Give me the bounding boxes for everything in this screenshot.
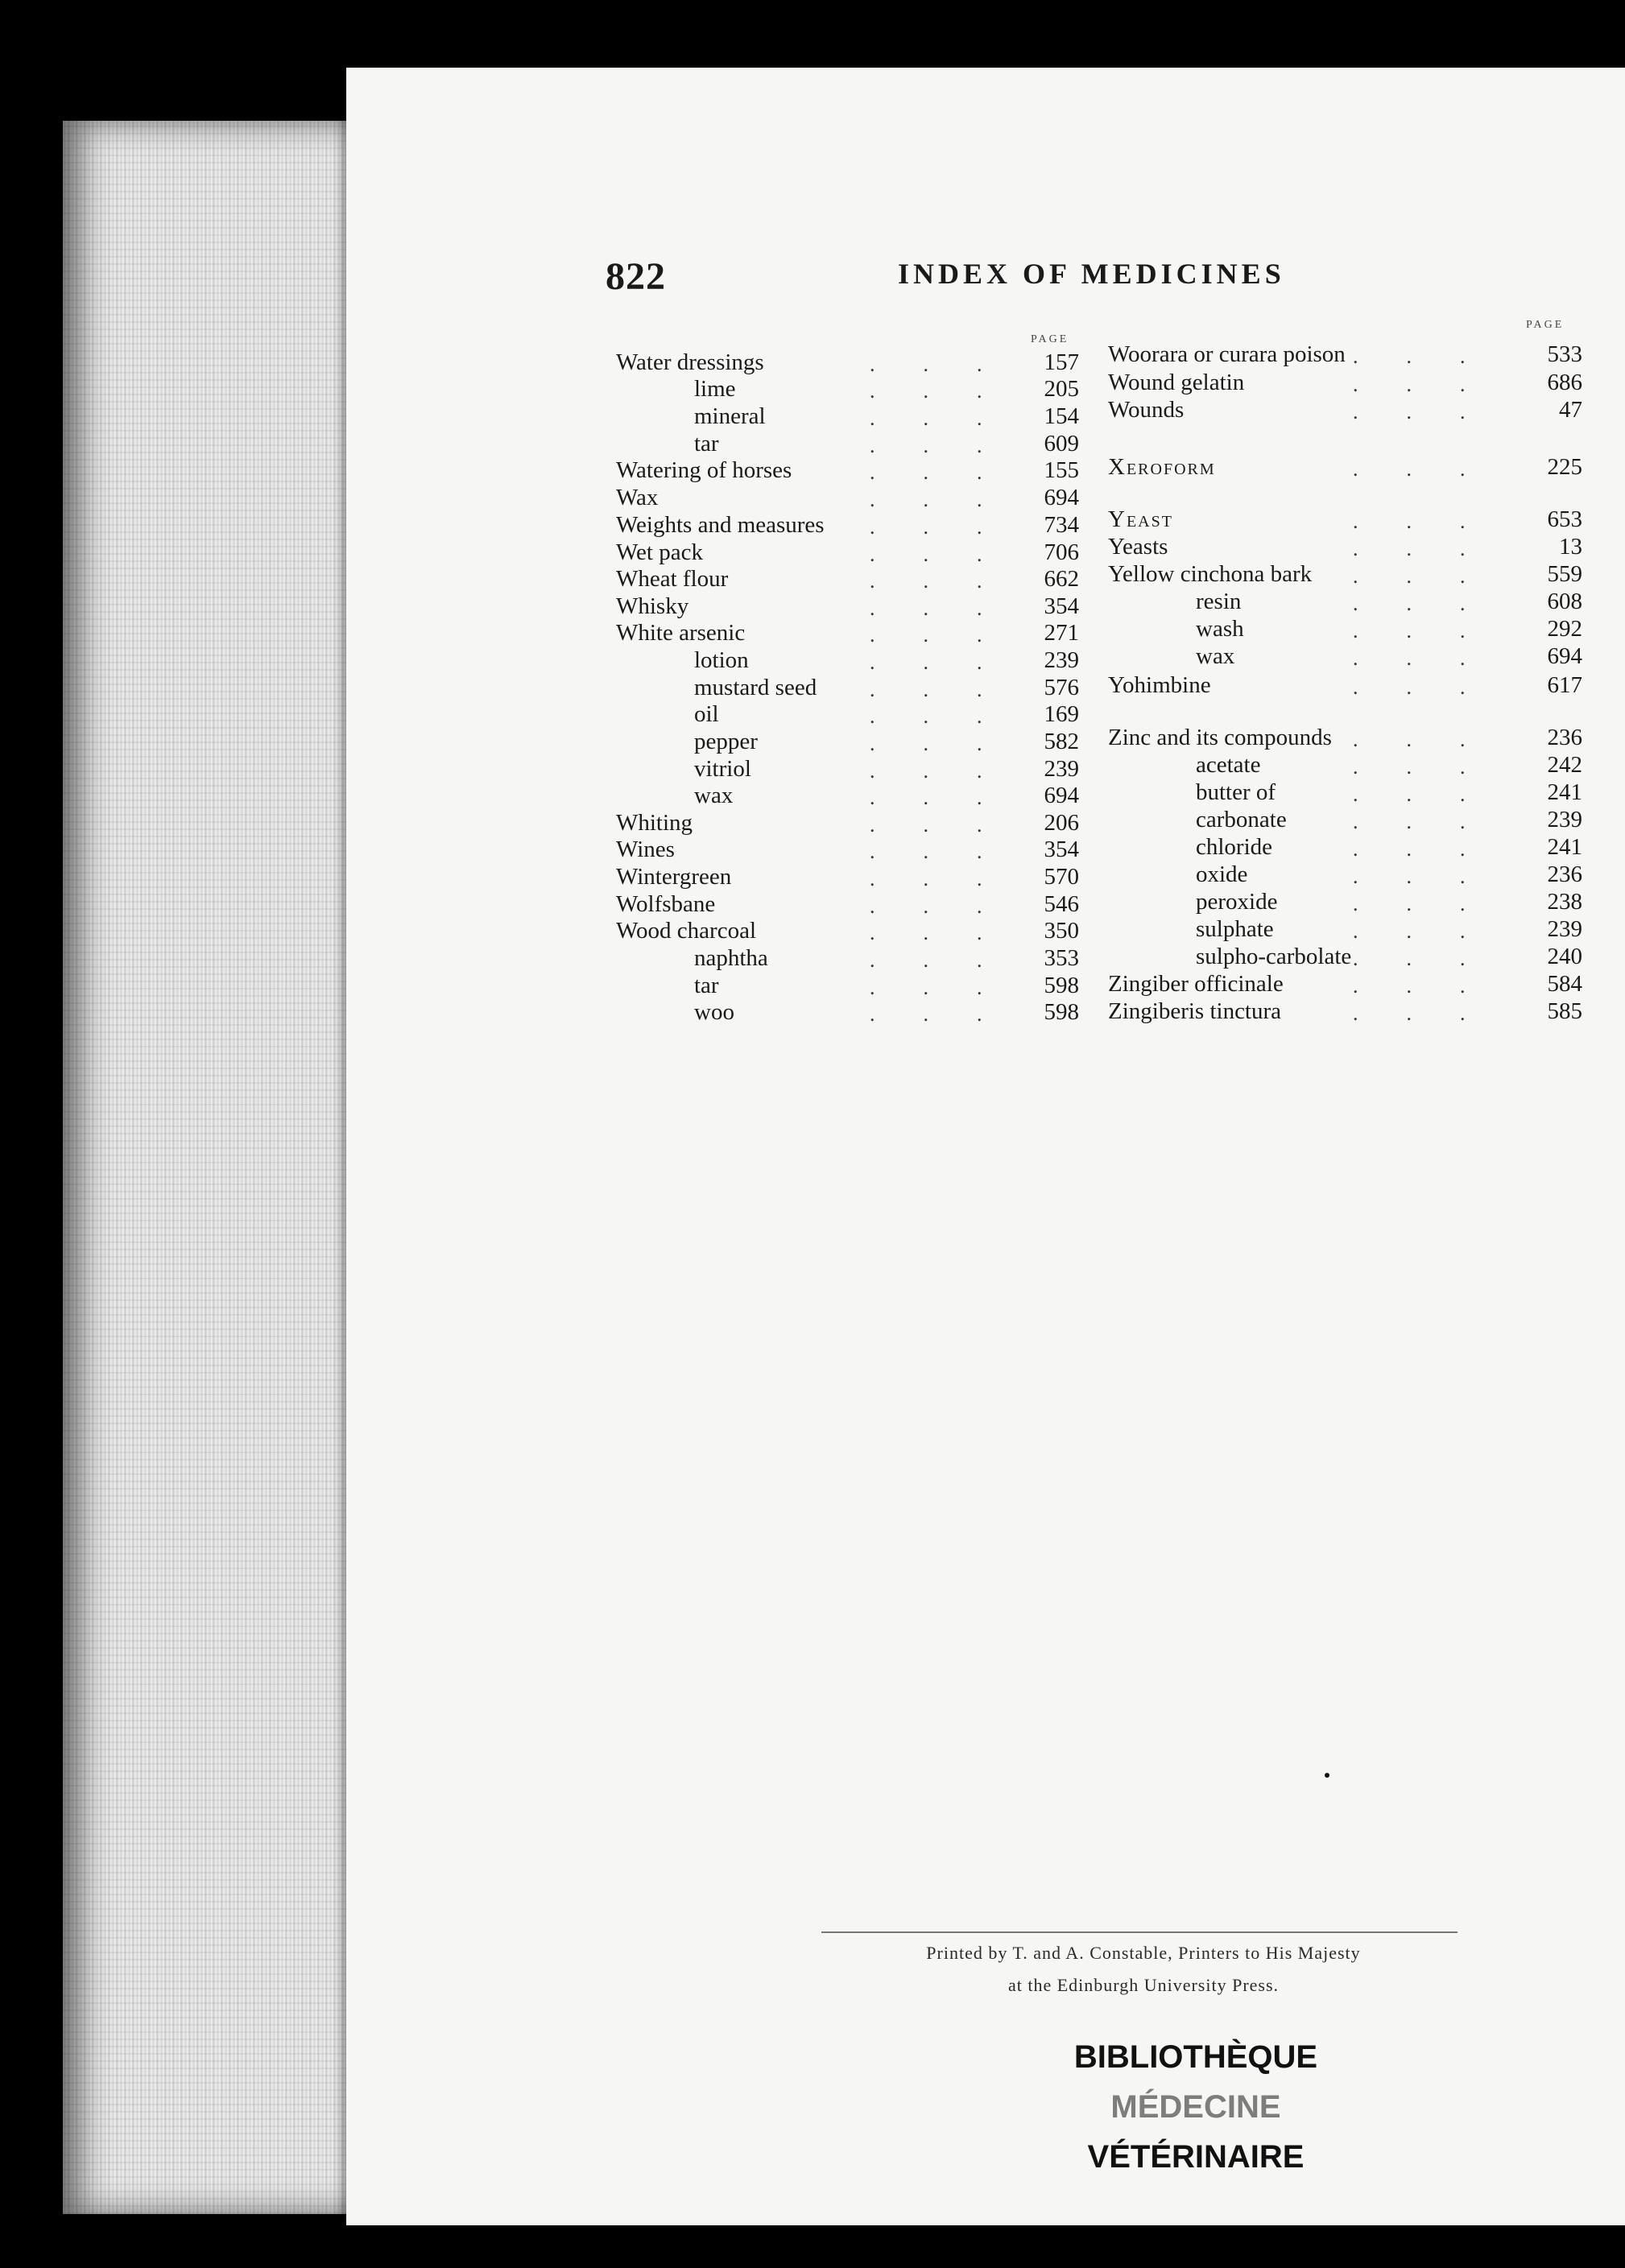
index-entry-name: Wood charcoal <box>616 918 756 944</box>
index-entry-page: 239 <box>1547 807 1582 832</box>
dot-leader: ... <box>1353 619 1514 642</box>
dot-leader: ... <box>1353 892 1514 915</box>
right-column-page-heading: PAGE <box>1526 319 1565 331</box>
dot-leader: ... <box>870 651 1031 674</box>
index-entry-name: Yohimbine <box>1108 672 1211 698</box>
index-entry-page: 157 <box>1044 349 1079 375</box>
index-entry-page: 598 <box>1044 973 1079 998</box>
index-entry-name: mustard seed <box>694 675 817 700</box>
dot-leader: ... <box>870 867 1031 890</box>
index-entry-name: Wax <box>616 485 659 510</box>
index-entry-page: 686 <box>1547 370 1582 395</box>
index-entry-name: sulphate <box>1196 916 1274 942</box>
stamp-line-1: BIBLIOTHÈQUE <box>1073 2039 1318 2075</box>
dot-leader: ... <box>870 353 1031 376</box>
index-entry-page: 13 <box>1559 534 1582 560</box>
index-entry-name: vitriol <box>694 756 751 782</box>
dot-leader: ... <box>870 461 1031 484</box>
index-entry-name: acetate <box>1196 752 1261 778</box>
dot-leader: ... <box>870 543 1031 566</box>
index-entry-page: 354 <box>1044 593 1079 619</box>
index-entry-name: naphtha <box>694 945 768 971</box>
index-entry-name: Zinc and its compounds <box>1108 725 1332 750</box>
index-entry-name: Water dressings <box>616 349 764 375</box>
index-entry-name: Wounds <box>1108 397 1185 423</box>
dot-leader: ... <box>1353 810 1514 833</box>
index-entry-name: oil <box>694 701 719 727</box>
dot-leader: ... <box>870 434 1031 457</box>
index-entry-page: 236 <box>1547 861 1582 887</box>
index-entry-page: 350 <box>1044 918 1079 944</box>
dot-leader: ... <box>870 569 1031 593</box>
index-entry-page: 239 <box>1044 647 1079 673</box>
index-entry-name: mineral <box>694 403 766 429</box>
index-entry-page: 585 <box>1547 998 1582 1024</box>
index-entry-name: resin <box>1196 589 1242 614</box>
dot-leader: ... <box>1353 837 1514 861</box>
index-entry-name: Wet pack <box>616 539 703 565</box>
dot-leader: ... <box>1353 783 1514 806</box>
dot-leader: ... <box>870 515 1031 539</box>
index-entry-page: 155 <box>1044 457 1079 483</box>
index-entry-page: 225 <box>1547 454 1582 480</box>
index-entry-page: 240 <box>1547 944 1582 969</box>
printer-imprint <box>829 1937 1458 2002</box>
ink-speck <box>1325 1773 1329 1778</box>
index-entry-page: 354 <box>1044 837 1079 862</box>
index-entry-name: lotion <box>694 647 749 673</box>
dot-leader: ... <box>870 813 1031 837</box>
index-entry-page: 353 <box>1044 945 1079 971</box>
index-entry-name: Watering of horses <box>616 457 792 483</box>
dot-leader: ... <box>870 678 1031 701</box>
index-entry-name: carbonate <box>1196 807 1287 832</box>
dot-leader: ... <box>1353 1002 1514 1025</box>
index-entry-page: 236 <box>1547 725 1582 750</box>
index-entry-page: 570 <box>1044 864 1079 890</box>
index-entry-name: wax <box>1196 643 1235 669</box>
dot-leader: ... <box>870 732 1031 755</box>
dot-leader: ... <box>1353 974 1514 998</box>
index-entry-name: Wheat flour <box>616 566 729 592</box>
index-entry-name: Wintergreen <box>616 864 732 890</box>
index-entry-page: 242 <box>1547 752 1582 778</box>
footer-rule <box>821 1931 1458 1933</box>
index-entry-name: Yeasts <box>1108 534 1168 560</box>
index-entry-page: 694 <box>1547 643 1582 669</box>
index-entry-page: 734 <box>1044 512 1079 538</box>
stamp-line-2: MÉDECINE <box>1110 2089 1281 2125</box>
index-entry-name: Weights and measures <box>616 512 825 538</box>
printer-line-2: at the Edinburgh University Press. <box>1007 1975 1280 1995</box>
dot-leader: ... <box>870 597 1031 620</box>
dot-leader: ... <box>1353 510 1514 533</box>
index-entry-page: 576 <box>1044 675 1079 700</box>
dot-leader: ... <box>1353 647 1514 670</box>
dot-leader: ... <box>870 379 1031 403</box>
dot-leader: ... <box>870 921 1031 944</box>
dot-leader: ... <box>1353 728 1514 751</box>
dot-leader: ... <box>870 759 1031 783</box>
index-entry-page: 598 <box>1044 999 1079 1025</box>
index-entry-name: tar <box>694 431 719 456</box>
index-entry-name: Woorara or curara poison <box>1108 341 1346 367</box>
dot-leader: ... <box>870 407 1031 430</box>
index-entry-name: oxide <box>1196 861 1248 887</box>
index-entry-name: butter of <box>1196 779 1276 805</box>
index-entry-name: Wines <box>616 837 675 862</box>
index-entry-page: 47 <box>1559 397 1582 423</box>
dot-leader: ... <box>1353 564 1514 588</box>
dot-leader: ... <box>1353 537 1514 560</box>
index-entry-page: 694 <box>1044 485 1079 510</box>
dot-leader: ... <box>1353 919 1514 943</box>
library-stamp <box>1051 2032 1341 2182</box>
book-page-edges <box>63 121 385 2214</box>
dot-leader: ... <box>870 786 1031 809</box>
index-entry-page: 206 <box>1044 810 1079 836</box>
dot-leader: ... <box>1353 592 1514 615</box>
page-number: 822 <box>606 255 666 298</box>
index-entry-page: 546 <box>1044 891 1079 917</box>
index-entry-page: 609 <box>1044 431 1079 456</box>
index-entry-name: wash <box>1196 616 1244 642</box>
dot-leader: ... <box>1353 373 1514 396</box>
index-entry-name: Whisky <box>616 593 689 619</box>
index-entry-name: Zingiber officinale <box>1108 971 1284 997</box>
index-entry-page: 584 <box>1547 971 1582 997</box>
dot-leader: ... <box>870 488 1031 511</box>
index-entry-page: 533 <box>1547 341 1582 367</box>
dot-leader: ... <box>870 948 1031 972</box>
dot-leader: ... <box>870 623 1031 647</box>
index-entry-name: tar <box>694 973 719 998</box>
dot-leader: ... <box>1353 457 1514 481</box>
printer-line-1: Printed by T. and A. Constable, Printers to His Majesty <box>926 1943 1361 1963</box>
index-entry-page: 239 <box>1044 756 1079 782</box>
index-entry-page: 559 <box>1547 561 1582 587</box>
left-column-page-heading: PAGE <box>1031 333 1069 345</box>
dot-leader: ... <box>870 1002 1031 1026</box>
index-entry-page: 617 <box>1547 672 1582 698</box>
index-entry-name: Xeroform <box>1108 454 1216 480</box>
index-entry-name: Yeast <box>1108 506 1173 532</box>
index-entry-page: 241 <box>1547 779 1582 805</box>
dot-leader: ... <box>870 976 1031 999</box>
index-entry-name: Yellow cinchona bark <box>1108 561 1313 587</box>
index-entry-name: sulpho-carbolate <box>1196 944 1352 969</box>
dot-leader: ... <box>870 840 1031 863</box>
index-entry-name: Whiting <box>616 810 693 836</box>
index-entry-page: 169 <box>1044 701 1079 727</box>
index-entry-page: 608 <box>1547 589 1582 614</box>
index-entry-page: 241 <box>1547 834 1582 860</box>
index-entry-name: Wound gelatin <box>1108 370 1245 395</box>
index-entry-page: 205 <box>1044 376 1079 402</box>
index-entry-page: 582 <box>1044 729 1079 754</box>
index-entry-page: 694 <box>1044 783 1079 808</box>
book-page <box>346 68 1625 2225</box>
index-entry-name: chloride <box>1196 834 1273 860</box>
index-entry-name: pepper <box>694 729 758 754</box>
index-entry-page: 271 <box>1044 620 1079 646</box>
page-title: INDEX OF MEDICINES <box>898 258 1285 290</box>
stamp-line-3: VÉTÉRINAIRE <box>1087 2139 1305 2175</box>
index-entry-name: lime <box>694 376 736 402</box>
index-entry-name: Zingiberis tinctura <box>1108 998 1282 1024</box>
dot-leader: ... <box>1353 947 1514 970</box>
index-entry-page: 238 <box>1547 889 1582 915</box>
dot-leader: ... <box>1353 865 1514 888</box>
index-entry-page: 662 <box>1044 566 1079 592</box>
dot-leader: ... <box>1353 345 1514 368</box>
index-entry-name: wax <box>694 783 734 808</box>
dot-leader: ... <box>870 704 1031 728</box>
index-entry-name: Wolfsbane <box>616 891 716 917</box>
index-entry-page: 706 <box>1044 539 1079 565</box>
index-entry-name: peroxide <box>1196 889 1278 915</box>
dot-leader: ... <box>870 894 1031 918</box>
index-entry-name: woo <box>694 999 734 1025</box>
index-entry-name: White arsenic <box>616 620 746 646</box>
index-entry-page: 292 <box>1547 616 1582 642</box>
index-entry-page: 154 <box>1044 403 1079 429</box>
dot-leader: ... <box>1353 755 1514 779</box>
index-entry-page: 239 <box>1547 916 1582 942</box>
dot-leader: ... <box>1353 400 1514 423</box>
index-entry-page: 653 <box>1547 506 1582 532</box>
dot-leader: ... <box>1353 675 1514 699</box>
